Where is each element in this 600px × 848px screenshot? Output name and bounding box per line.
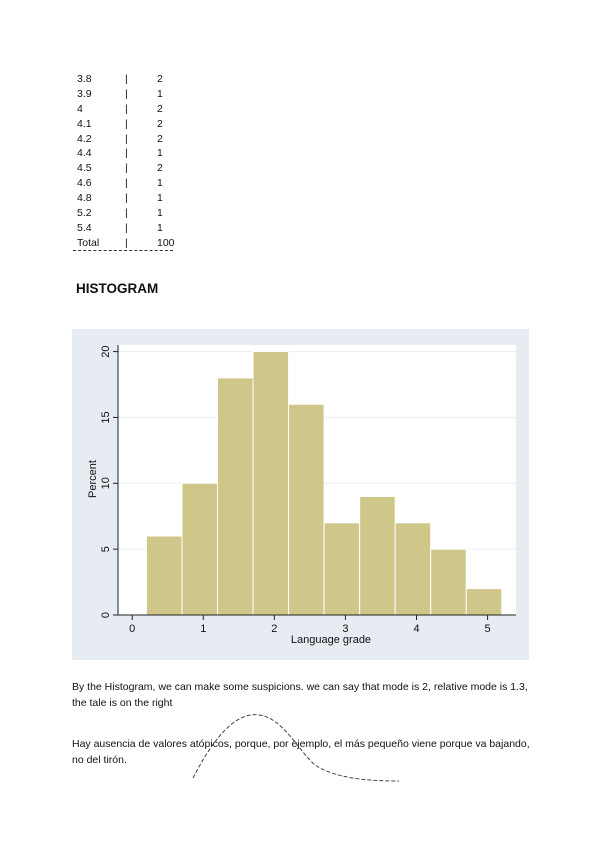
table-cell-separator: | (125, 117, 128, 130)
x-tick-label: 3 (342, 623, 349, 635)
table-cell-value: 4.2 (77, 132, 92, 145)
table-cell-value: 4.8 (77, 192, 92, 205)
table-cell-separator: | (125, 102, 128, 115)
table-cell-count: 1 (157, 192, 163, 205)
y-axis-label: Percent (87, 460, 99, 498)
table-cell-separator: | (125, 162, 128, 175)
x-tick-label: 2 (271, 623, 278, 635)
table-cell-value: 4.5 (77, 162, 92, 175)
x-tick-label: 1 (200, 623, 207, 635)
table-cell-value: 3.9 (77, 87, 92, 100)
histogram-bar (431, 549, 467, 615)
table-cell-value: 5.4 (77, 221, 92, 234)
table-cell-count: 1 (157, 207, 163, 220)
x-tick-label: 0 (129, 623, 136, 635)
table-cell-count: 2 (157, 117, 163, 130)
section-heading: HISTOGRAM (76, 281, 159, 296)
table-cell-count: 1 (157, 221, 163, 234)
histogram-bar (360, 496, 396, 615)
table-cell-separator: | (125, 177, 128, 190)
y-tick-label: 20 (100, 345, 112, 358)
table-cell-separator: | (125, 73, 128, 85)
interpretation-paragraph-spanish: Hay ausencia de valores atópicos, porque, por ejemplo, el más pequeño viene porque va bajando, no del tirón. (72, 738, 530, 766)
x-tick-label: 5 (484, 623, 491, 635)
table-cell-separator: | (125, 236, 128, 249)
table-cell-value: 5.2 (77, 207, 92, 220)
y-tick-label: 0 (100, 611, 112, 619)
histogram-bar (218, 378, 254, 615)
y-tick-label: 10 (100, 477, 112, 490)
histogram-bar (182, 483, 218, 615)
table-cell-count: 2 (157, 102, 163, 115)
table-cell-value: Total (77, 236, 100, 249)
histogram-chart (72, 329, 529, 660)
table-cell-value: 3.8 (77, 73, 92, 85)
x-axis-label: Language grade (290, 634, 372, 646)
histogram-bar (466, 589, 502, 615)
table-cell-count: 1 (157, 177, 163, 190)
histogram-bar (146, 536, 182, 615)
histogram-bar (395, 523, 431, 615)
table-cell-count: 2 (157, 132, 163, 145)
interpretation-paragraph-english: By the Histogram, we can make some suspicions. we can say that mode is 2, relative mode is 1.3, the tale is on the right (72, 681, 528, 709)
table-cell-separator: | (125, 221, 128, 234)
skewed-curve-sketch (185, 705, 415, 790)
table-cell-separator: | (125, 132, 128, 145)
table-cell-separator: | (125, 147, 128, 160)
table-cell-separator: | (125, 192, 128, 205)
x-tick-label: 4 (413, 623, 420, 635)
histogram-bar (289, 404, 325, 615)
table-cell-count: 2 (157, 73, 163, 85)
y-tick-label: 5 (100, 546, 112, 553)
table-cell-value: 4 (77, 102, 83, 115)
table-cell-separator: | (125, 87, 128, 100)
table-cell-value: 4.4 (77, 147, 92, 160)
table-cell-value: 4.6 (77, 177, 92, 190)
table-cell-count: 100 (157, 236, 175, 249)
table-cell-count: 1 (157, 87, 163, 100)
table-cell-count: 2 (157, 162, 163, 175)
y-tick-label: 15 (100, 411, 112, 424)
histogram-bar (253, 352, 289, 615)
table-bottom-rule (73, 250, 173, 251)
table-cell-count: 1 (157, 147, 163, 160)
histogram-bar (324, 523, 360, 615)
table-cell-value: 4.1 (77, 117, 92, 130)
table-cell-separator: | (125, 207, 128, 220)
